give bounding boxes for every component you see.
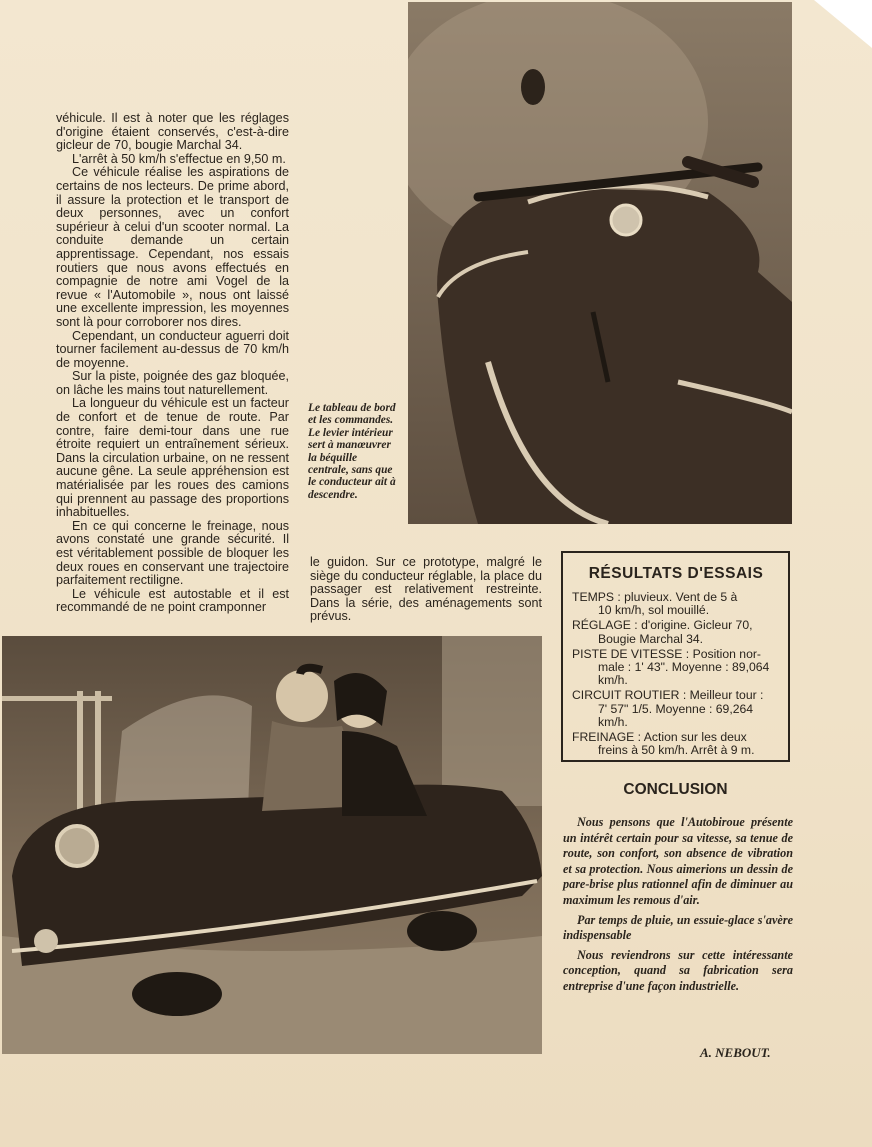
result-value-cont: freins à 50 km/h. Arrêt à 9 m. (598, 743, 755, 758)
paragraph: Nous pensons que l'Autobiroue présente un intérêt certain pour sa vitesse, sa tenue de route, son confort, son absence de vibration et sa protection. Nous aimerions un dessin de pare-brise plus rationnel afin de diminuer au maximum les remous d'air. (563, 815, 793, 907)
paragraph: L'arrêt à 50 km/h s'effectue en 9,50 m. (72, 151, 286, 166)
article-left-column (56, 112, 289, 615)
article-middle-column (310, 556, 542, 624)
result-item (572, 689, 780, 729)
dashboard-photo (408, 2, 792, 524)
paragraph: Sur la piste, poignée des gaz bloquée, on lâche les mains tout naturellement. (56, 369, 289, 397)
paragraph: En ce qui concerne le freinage, nous avons constaté une grande sécurité. Il est véritablement possible de bloquer les deux roues en conservant une trajectoire parfaitement rectiligne. (56, 518, 289, 588)
result-value-cont: male : 1' 43". Moyenne : 89,064 km/h. (598, 660, 770, 688)
vehicle-illustration (2, 636, 542, 1054)
result-value: d'origine. Gicleur 70, (641, 618, 753, 633)
result-item (572, 619, 780, 645)
result-value: Position nor- (692, 646, 761, 661)
result-item (572, 731, 780, 757)
result-value-cont: Bougie Marchal 34. (598, 631, 704, 646)
dashboard-illustration (408, 2, 792, 524)
results-title: RÉSULTATS D'ESSAIS (588, 565, 764, 582)
photo-caption: Le tableau de bord et les commandes. Le levier intérieur sert à manœuvrer la béquille centrale, sans que le conducteur ait à descendre. (308, 402, 396, 501)
result-item (572, 648, 780, 688)
result-label: CIRCUIT ROUTIER : (572, 688, 687, 703)
result-value: Action sur les deux (643, 730, 747, 745)
paragraph: La longueur du véhicule est un facteur de confort et de tenue de route. Par contre, faire demi-tour dans une rue étroite requiert un entraînement sérieux. Dans la circulation urbaine, on ne ressent aucune gêne. La seule appréhension est matérialisée par les roues des camions qui prennent au passage des proportions inhabituelles. (56, 396, 289, 520)
paragraph: Nous reviendrons sur cette intéressante conception, quand sa fabrication sera entreprise d'une façon industrielle. (563, 947, 793, 993)
conclusion-title: CONCLUSION (623, 781, 728, 798)
author-signature: A. NEBOUT. (700, 1045, 771, 1060)
paragraph: Cependant, un conducteur aguerri doit tourner facilement au-dessus de 70 km/h de moyenne. (56, 328, 289, 370)
paragraph: Ce véhicule réalise les aspirations de certains de nos lecteurs. De prime abord, il assure la protection et le transport de deux personnes, avec un confort supérieur à celui d'un scooter normal. La conduite demande un certain apprentissage. Cependant, nos essais routiers que nous avons effectués en compagnie de notre ami Vogel de la revue « l'Automobile », nous ont laissé une excellente impression, les moyennes sont là pour corroborer nos dires. (56, 165, 289, 329)
result-label: RÉGLAGE : (572, 618, 638, 633)
result-value: Meilleur tour : (689, 688, 764, 703)
results-box (561, 551, 790, 762)
paragraph: Par temps de pluie, un essuie-glace s'avère indispensable (563, 912, 793, 943)
paragraph: le guidon. Sur ce prototype, malgré le siège du conducteur réglable, la place du passager est relativement restreinte. Dans la série, des aménagements sont prévus. (310, 555, 542, 624)
result-value-cont: 10 km/h, sol mouillé. (598, 603, 710, 618)
torn-corner (814, 0, 872, 48)
result-label: PISTE DE VITESSE : (572, 646, 690, 661)
result-label: FREINAGE : (572, 730, 642, 745)
result-value: pluvieux. Vent de 5 à (624, 590, 738, 604)
result-label: TEMPS : (572, 590, 621, 604)
result-item (572, 591, 780, 617)
paragraph: Le véhicule est autostable et il est recommandé de ne point cramponner (56, 586, 289, 615)
vehicle-photo (2, 636, 542, 1054)
conclusion-text (563, 815, 793, 999)
result-value-cont: 7' 57" 1/5. Moyenne : 69,264 km/h. (598, 701, 754, 729)
paragraph: véhicule. Il est à noter que les réglages d'origine étaient conservés, c'est-à-dire gicleur de 70, bougie Marchal 34. (56, 111, 289, 153)
